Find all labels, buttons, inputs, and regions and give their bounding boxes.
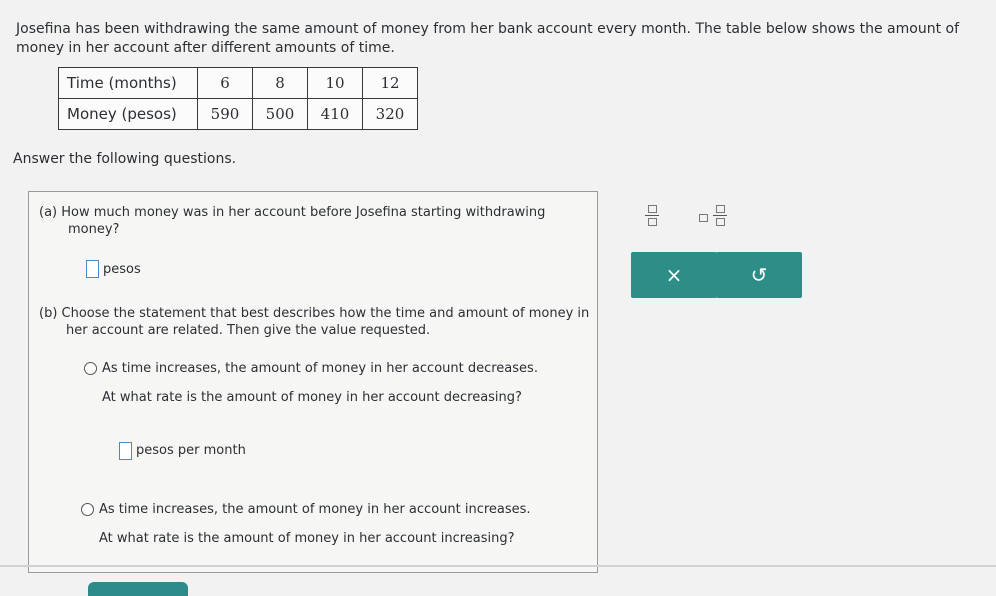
table-cell: 590 (198, 99, 253, 130)
part-a-question-line2: money? (68, 222, 120, 237)
table-cell: 8 (253, 68, 308, 99)
data-table (58, 67, 418, 130)
part-b-question-line1: (b) Choose the statement that best describes how the time and amount of money in (39, 306, 590, 321)
increases-radio[interactable] (81, 503, 94, 516)
fraction-button[interactable] (645, 205, 659, 226)
part-a-question-line1: (a) How much money was in her account before Josefina starting withdrawing (39, 205, 546, 220)
table-cell: 320 (363, 99, 418, 130)
part-a-unit-label: pesos (103, 262, 141, 277)
clear-button[interactable] (631, 252, 717, 298)
table-cell: 500 (253, 99, 308, 130)
table-header-money: Money (pesos) (59, 99, 198, 130)
mixed-number-icon (699, 214, 708, 222)
fraction-icon (648, 205, 657, 213)
clear-icon: × (665, 263, 683, 287)
divider (0, 565, 996, 567)
increases-statement: As time increases, the amount of money in her account increases. (99, 502, 531, 517)
undo-icon: ↺ (750, 263, 768, 287)
undo-button[interactable] (716, 252, 802, 298)
table-row (59, 99, 418, 130)
problem-intro: Josefina has been withdrawing the same amount of money from her bank account every month. The table below shows the amount of money in her account after different amounts of time. (16, 21, 960, 56)
table-cell: 410 (308, 99, 363, 130)
bottom-button[interactable] (88, 582, 188, 596)
table-cell: 12 (363, 68, 418, 99)
decreases-radio[interactable] (84, 362, 97, 375)
decreasing-rate-unit: pesos per month (136, 443, 246, 458)
table-cell: 6 (198, 68, 253, 99)
decreasing-rate-input[interactable] (119, 442, 132, 460)
part-a-answer-input[interactable] (86, 260, 99, 278)
instructions: Answer the following questions. (13, 151, 237, 167)
increasing-rate-question: At what rate is the amount of money in her account increasing? (99, 531, 515, 546)
decreases-statement: As time increases, the amount of money in her account decreases. (102, 361, 538, 376)
decreasing-rate-question: At what rate is the amount of money in her account decreasing? (102, 390, 522, 405)
mixed-number-button[interactable] (699, 205, 731, 233)
question-panel (28, 191, 598, 573)
part-b-question-line2: her account are related. Then give the value requested. (66, 323, 431, 338)
table-row (59, 68, 418, 99)
table-header-time: Time (months) (59, 68, 198, 99)
table-cell: 10 (308, 68, 363, 99)
